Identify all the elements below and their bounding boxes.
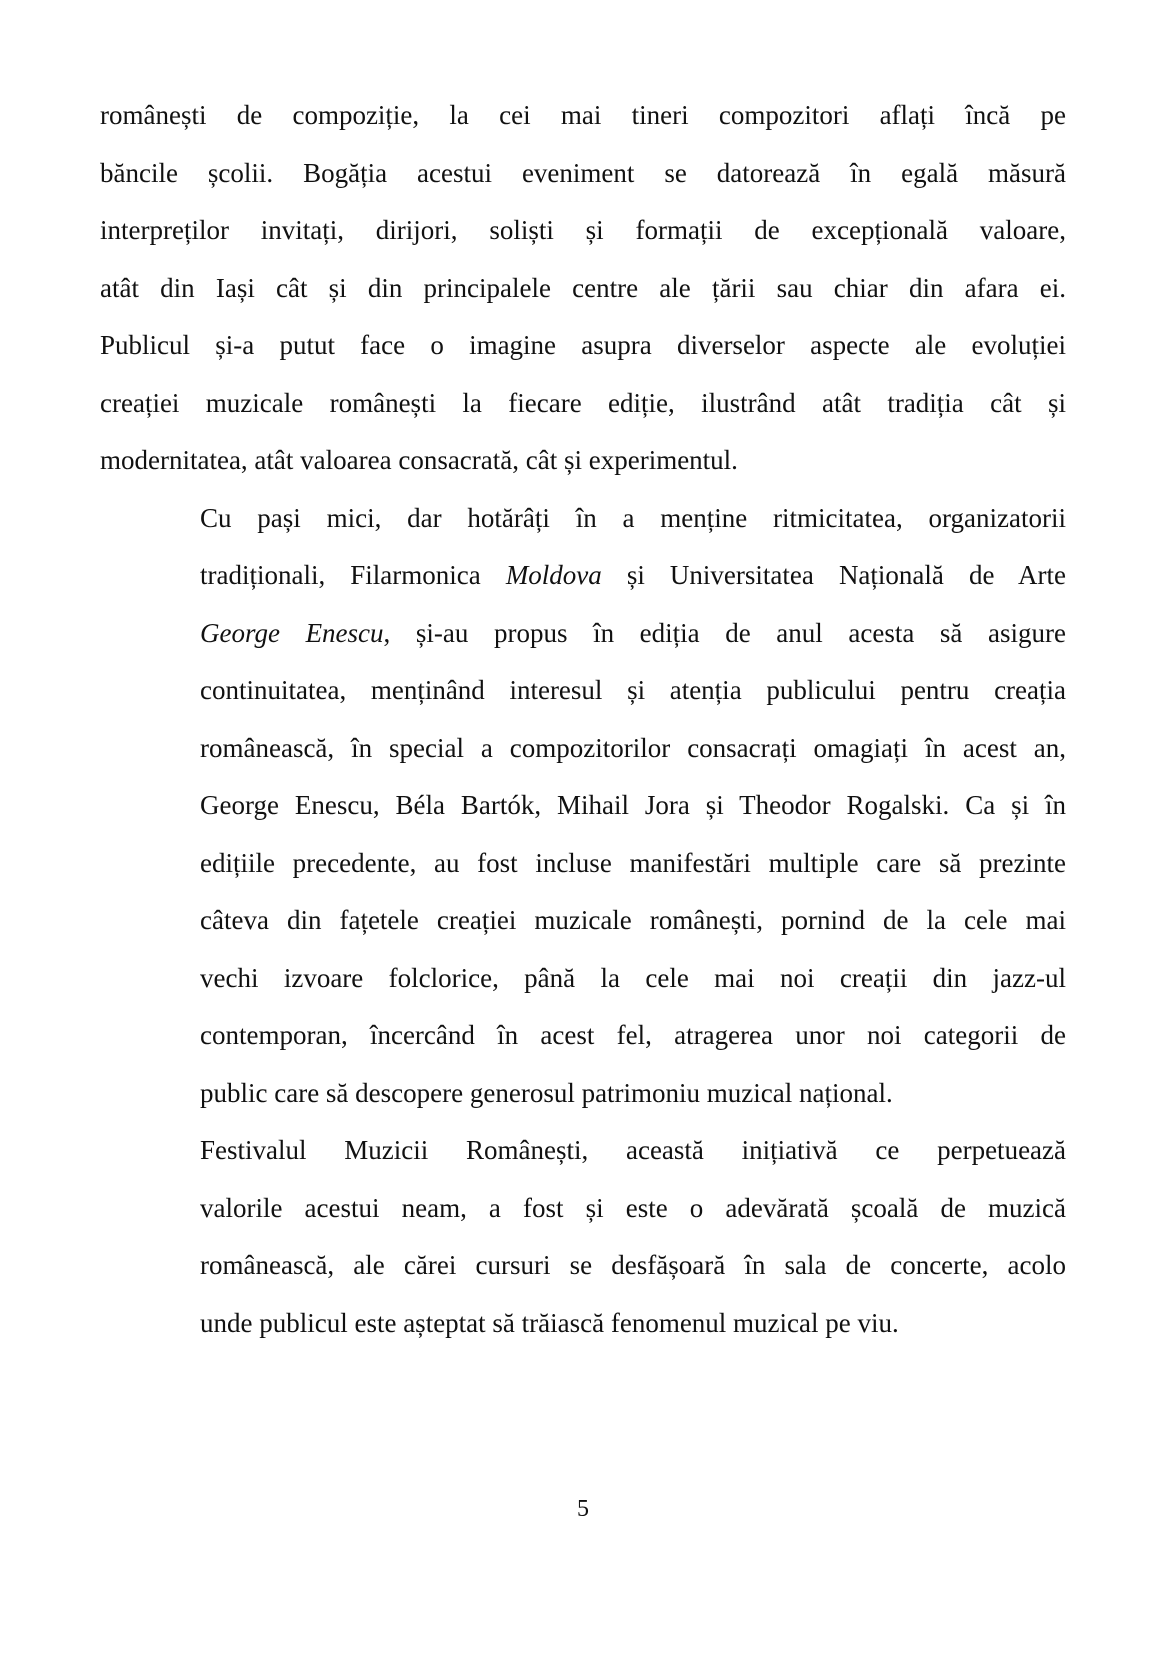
text-line: modernitatea, atât valoarea consacrată, cât și experimentul.: [100, 445, 738, 475]
text-line: creației muzicale românești la fiecare ediție, ilustrând atât tradiția cât și: [100, 387, 1066, 418]
paragraph-3: [100, 1122, 1066, 1352]
paragraph-1: [100, 87, 1066, 490]
text-line: George Enescu, și-au propus în ediția de anul acesta să asigure: [200, 617, 1066, 648]
text-line: românească, în special a compozitorilor consacrați omagiați în acest an,: [200, 732, 1066, 763]
text-line: băncile școlii. Bogăția acestui eveniment se datorează în egală măsură: [100, 157, 1066, 188]
text-line: tradiționali, Filarmonica Moldova și Universitatea Națională de Arte: [200, 560, 1066, 590]
text-line: unde publicul este așteptat să trăiască fenomenul muzical pe viu.: [200, 1307, 899, 1338]
text-line: Festivalul Muzicii Românești, această inițiativă ce perpetuează: [200, 1135, 1066, 1165]
text-line: contemporan, încercând în acest fel, atragerea unor noi categorii de: [200, 1020, 1066, 1050]
text-line: edițiile precedente, au fost incluse manifestări multiple care să prezinte: [200, 847, 1066, 878]
text-line: vechi izvoare folclorice, până la cele mai noi creații din jazz-ul: [200, 962, 1066, 993]
italic-title: Moldova: [505, 560, 602, 590]
italic-title: George Enescu: [200, 617, 384, 648]
text-line: Publicul și-a putut face o imagine asupra diverselor aspecte ale evoluției: [100, 330, 1066, 360]
text-line: valorile acestui neam, a fost și este o adevărată școală de muzică: [200, 1192, 1066, 1223]
text-line: câteva din fațetele creației muzicale românești, pornind de la cele mai: [200, 905, 1066, 935]
page-number: 5: [577, 1496, 589, 1522]
text-line: românească, ale cărei cursuri se desfășoară în sala de concerte, acolo: [200, 1250, 1066, 1280]
paragraph-2: [100, 490, 1066, 1123]
document-body: [100, 87, 1066, 1352]
text-line: public care să descopere generosul patrimoniu muzical național.: [200, 1077, 893, 1108]
text-line: atât din Iași cât și din principalele centre ale țării sau chiar din afara ei.: [100, 272, 1066, 303]
text-line: interpreților invitați, dirijori, soliști și formații de excepțională valoare,: [100, 215, 1066, 245]
text-line: George Enescu, Béla Bartók, Mihail Jora și Theodor Rogalski. Ca și în: [200, 790, 1066, 820]
text-line: Cu pași mici, dar hotărâți în a menține ritmicitatea, organizatorii: [200, 502, 1066, 533]
text-line: românești de compoziție, la cei mai tineri compozitori aflați încă pe: [100, 100, 1066, 130]
text-line: continuitatea, menținând interesul și atenția publicului pentru creația: [200, 675, 1066, 705]
